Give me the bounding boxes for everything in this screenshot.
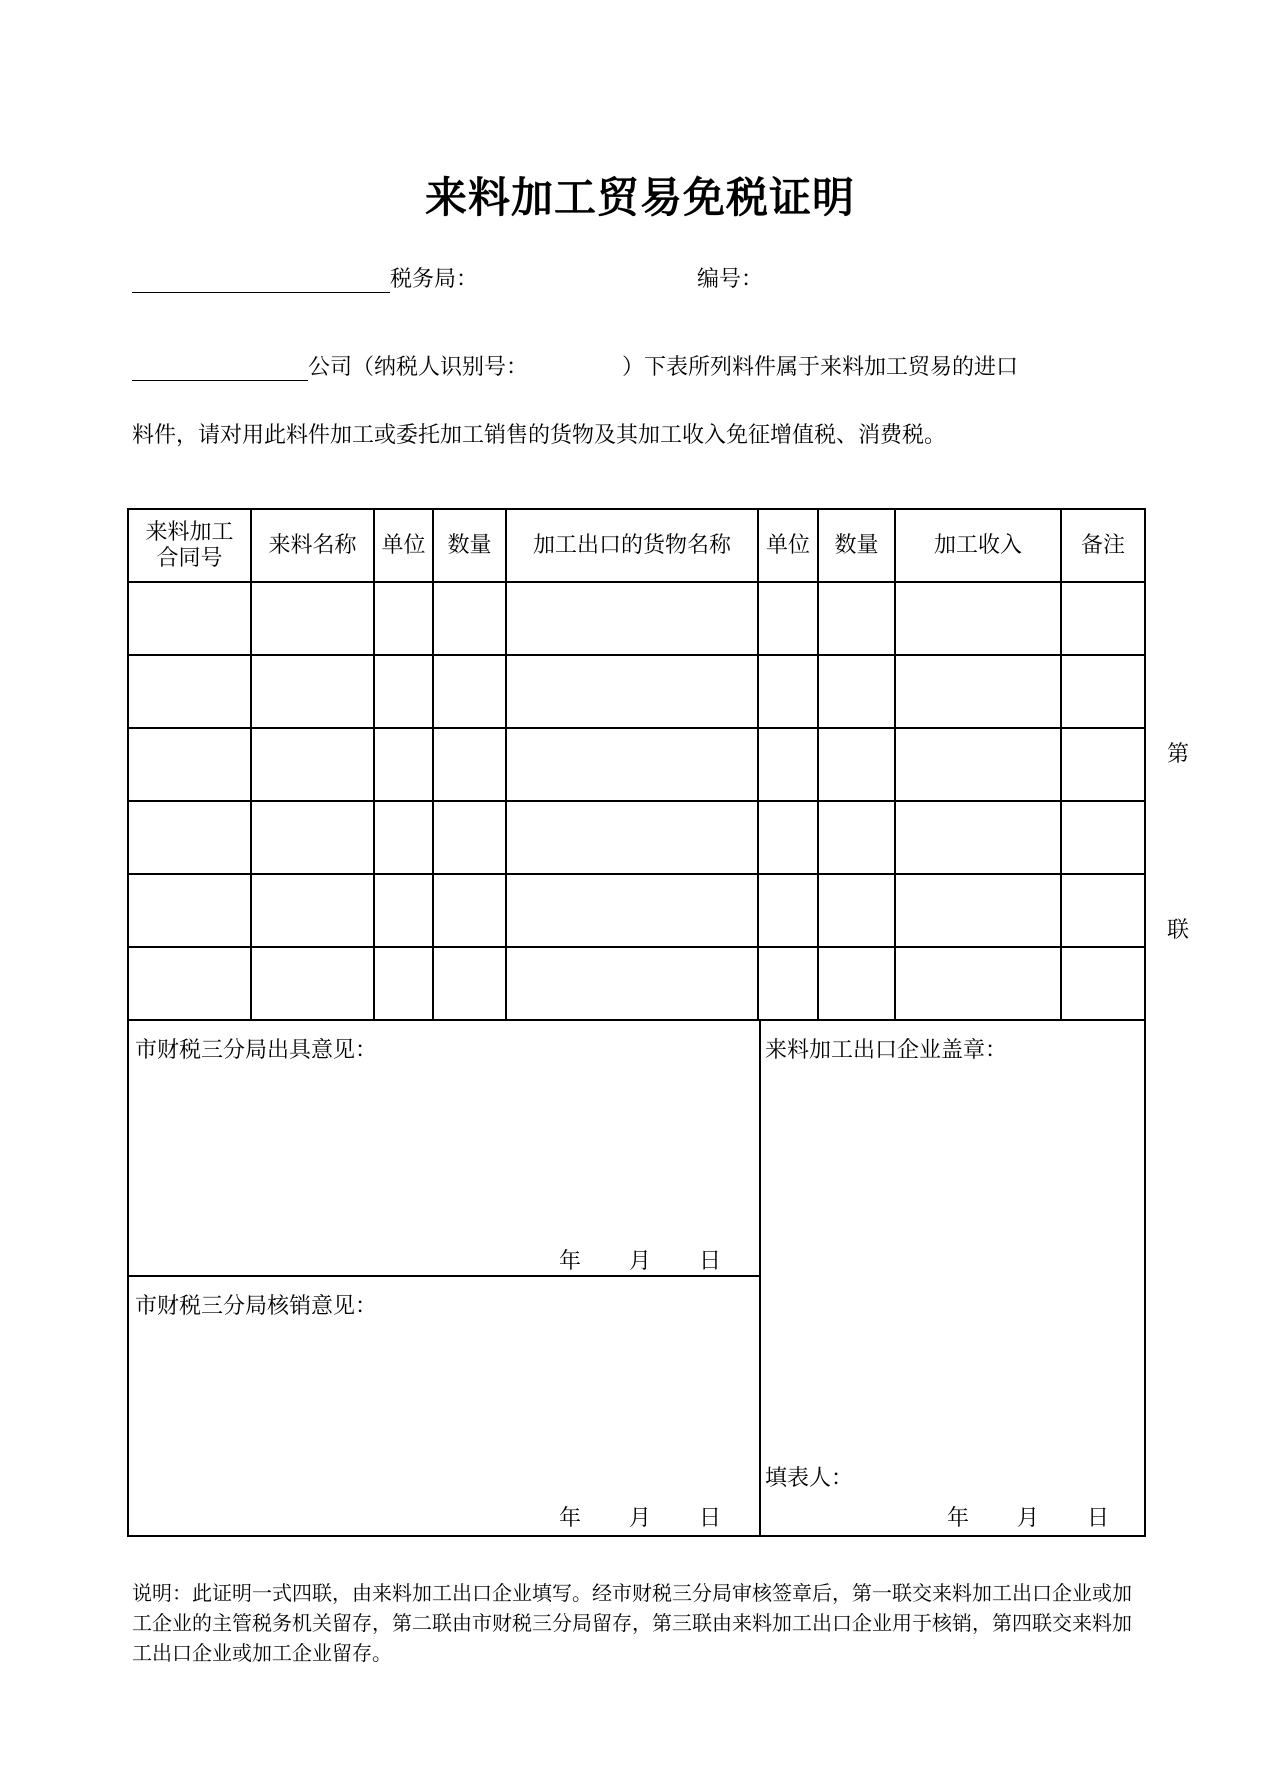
table-row [128,801,1145,874]
table-cell[interactable] [1061,801,1145,874]
table-cell[interactable] [251,582,374,655]
col-income: 加工收入 [895,509,1061,582]
filler-label: 填表人： [765,1466,854,1491]
bureau-verify-label: 市财税三分局核销意见： [135,1294,378,1319]
table-cell[interactable] [818,582,895,655]
table-cell[interactable] [374,728,433,801]
col-unit-1: 单位 [374,509,433,582]
table-cell[interactable] [128,728,251,801]
table-cell[interactable] [374,874,433,947]
table-cell[interactable] [758,947,818,1020]
date-month: 月 [1017,1506,1040,1531]
table-row [128,655,1145,728]
table-cell[interactable] [128,947,251,1020]
date-day: 日 [699,1506,722,1531]
table-cell[interactable] [1061,874,1145,947]
date-day: 日 [699,1249,722,1274]
company-line [132,350,1018,381]
table-cell[interactable] [895,728,1061,801]
table-header-row [128,509,1145,582]
table-cell[interactable] [758,728,818,801]
table-cell[interactable] [818,655,895,728]
opinion-section [127,1019,1146,1537]
table-row [128,582,1145,655]
table-cell[interactable] [128,582,251,655]
table-cell[interactable] [895,947,1061,1020]
table-cell[interactable] [251,801,374,874]
tax-bureau-line [132,262,478,293]
table-cell[interactable] [758,655,818,728]
table-cell[interactable] [895,655,1061,728]
col-contract-no: 来料加工 合同号 [128,509,251,582]
table-row [128,874,1145,947]
table-cell[interactable] [818,801,895,874]
table-cell[interactable] [374,947,433,1020]
table-cell[interactable] [758,874,818,947]
date-year: 年 [559,1506,582,1531]
table-row [128,728,1145,801]
table-cell[interactable] [506,728,758,801]
date-year: 年 [947,1506,970,1531]
company-label: 公司（纳税人识别号： [308,355,529,380]
table-cell[interactable] [433,655,506,728]
col-material-name: 来料名称 [251,509,374,582]
table-cell[interactable] [433,728,506,801]
table-cell[interactable] [506,874,758,947]
date-year: 年 [559,1249,582,1274]
document-title: 来料加工贸易免税证明 [424,173,855,222]
date-month: 月 [629,1249,652,1274]
table-cell[interactable] [433,582,506,655]
table-cell[interactable] [128,801,251,874]
table-cell[interactable] [1061,582,1145,655]
col-qty-2: 数量 [818,509,895,582]
bureau-verify-date [559,1501,769,1532]
table-cell[interactable] [433,947,506,1020]
table-cell[interactable] [1061,947,1145,1020]
table-cell[interactable] [128,655,251,728]
table-cell[interactable] [895,874,1061,947]
col-unit-2: 单位 [758,509,818,582]
date-month: 月 [629,1506,652,1531]
col-remark: 备注 [1061,509,1145,582]
date-day: 日 [1087,1506,1110,1531]
company-blank[interactable] [132,352,308,381]
table-cell[interactable] [433,874,506,947]
table-cell[interactable] [818,874,895,947]
tax-bureau-label: 税务局： [390,267,479,292]
table-cell[interactable] [1061,728,1145,801]
table-cell[interactable] [506,582,758,655]
copy-label-top: 第 [1167,742,1190,767]
table-cell[interactable] [128,874,251,947]
bureau-opinion-date [559,1244,769,1275]
bureau-opinion-label: 市财税三分局出具意见： [135,1038,378,1063]
enterprise-date [947,1501,1157,1532]
table-cell[interactable] [895,582,1061,655]
col-export-goods-name: 加工出口的货物名称 [506,509,758,582]
table-cell[interactable] [818,728,895,801]
table-cell[interactable] [251,874,374,947]
number-label: 编号： [697,267,764,292]
instructions-note: 说明：此证明一式四联，由来料加工出口企业填写。经市财税三分局审核签章后，第一联交来料加工出口企业或加工企业的主管税务机关留存，第二联由市财税三分局留存，第三联由来料加工出口企业用于核销，第四联交来料加工出口企业或加工企业留存。 [132,1581,1132,1665]
table-cell[interactable] [374,655,433,728]
copy-label-bottom: 联 [1167,918,1190,943]
horizontal-divider [129,1275,760,1277]
table-cell[interactable] [818,947,895,1020]
statement-part1: ）下表所列料件属于来料加工贸易的进口 [622,355,1019,380]
table-cell[interactable] [758,582,818,655]
table-cell[interactable] [374,801,433,874]
table-cell[interactable] [374,582,433,655]
table-cell[interactable] [251,728,374,801]
table-cell[interactable] [895,801,1061,874]
goods-table [127,508,1146,1021]
statement-part2: 料件，请对用此料件加工或委托加工销售的货物及其加工收入免征增值税、消费税。 [132,423,947,448]
table-cell[interactable] [758,801,818,874]
vertical-divider [759,1019,761,1535]
table-cell[interactable] [506,947,758,1020]
table-cell[interactable] [1061,655,1145,728]
tax-bureau-blank[interactable] [132,264,390,293]
col-qty-1: 数量 [433,509,506,582]
table-row [128,947,1145,1020]
table-cell[interactable] [251,947,374,1020]
table-cell[interactable] [251,655,374,728]
enterprise-seal-label: 来料加工出口企业盖章： [765,1038,1008,1063]
table-cell[interactable] [506,801,758,874]
table-cell[interactable] [433,801,506,874]
table-cell[interactable] [506,655,758,728]
